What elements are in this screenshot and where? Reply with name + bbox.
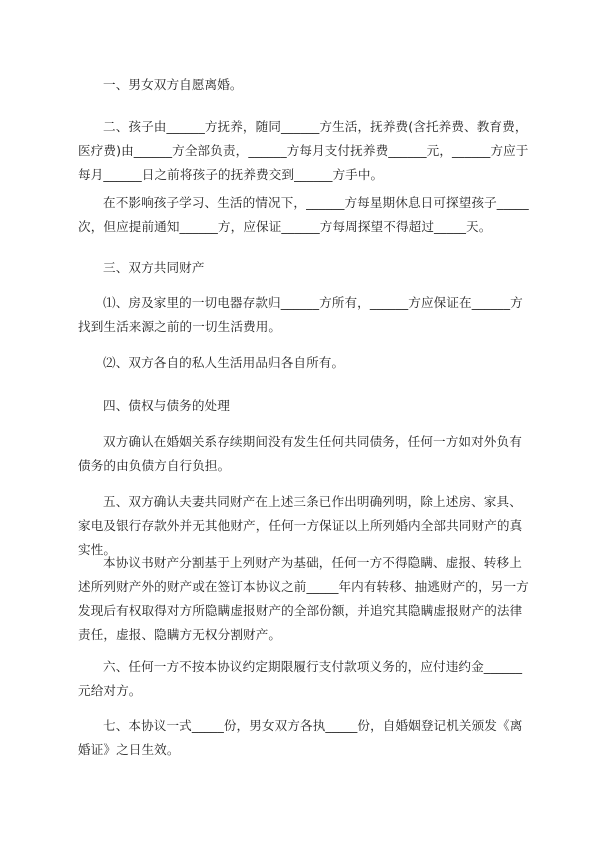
clause-2-custody: 二、孩子由______方抚养，随同______方生活，抚养费(含托养费、教育费，医疗费)由______方全部负责，______方每月支付抚养费______元，______方应于每月______日之前将孩子的抚养费交到______方手中。 xyxy=(78,119,529,182)
visitation-paragraph: 在不影响孩子学习、生活的情况下，______方每星期休息日可探望孩子_____次，但应提前通知______方，应保证______方每周探望不得超过_____天。 xyxy=(78,195,529,234)
debt-paragraph: 双方确认在婚姻关系存续期间没有发生任何共同债务，任何一方如对外负有债务的由负债方自行负担。 xyxy=(78,434,522,473)
clause-7: 七、本协议一式_____份，男女双方各执_____份，自婚姻登记机关颁发《离婚证》之日生效。 xyxy=(78,718,523,757)
property-item-1: ⑴、房及家里的一切电器存款归______方所有，______方应保证在______方找到生活来源之前的一切生活费用。 xyxy=(78,295,523,334)
clause-6: 六、任何一方不按本协议约定期限履行支付款项义务的，应付违约金______元给对方。 xyxy=(78,659,523,698)
clause-5: 五、双方确认夫妻共同财产在上述三条已作出明确列明，除上述房、家具、家电及银行存款外并无其他财产，任何一方保证以上所列婚内全部共同财产的真实性。 xyxy=(78,494,523,557)
property-disclosure-paragraph: 本协议书财产分割基于上列财产为基础，任何一方不得隐瞒、虚报、转移上述所列财产外的财产或在签订本协议之前_____年内有转移、抽逃财产的，另一方发现后有权取得对方所隐瞒虚报财产的全部份额，并追究其隐瞒虚报财产的法律责任，虚报、隐瞒方无权分割财产。 xyxy=(78,555,529,642)
clause-3-heading: 三、双方共同财产 xyxy=(103,260,205,275)
clause-4-heading: 四、债权与债务的处理 xyxy=(103,398,230,413)
clause-1: 一、男女双方自愿离婚。 xyxy=(103,77,243,92)
property-item-2: ⑵、双方各自的私人生活用品归各自所有。 xyxy=(103,355,345,370)
